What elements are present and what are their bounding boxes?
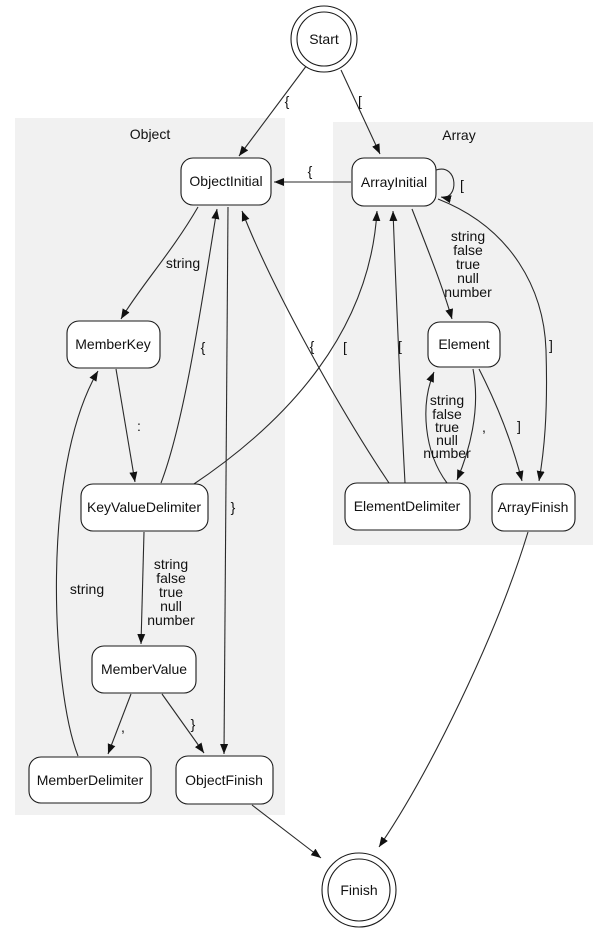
edge-arrayfinish-finish [379,532,528,847]
node-member-delimiter [29,757,151,803]
edge-label-element-arrayfinish: ] [517,418,521,434]
edge-label-element-elementdelimiter: , [482,419,486,435]
node-member-key [67,321,160,368]
edge-label-membervalue-memberdelimiter: , [121,719,125,735]
edge-label-line: false [432,406,462,422]
edge-label-line: string [429,392,465,408]
edge-label-line: false [156,570,186,586]
edge-label-arrayinitial-objectinitial: { [307,163,313,179]
node-element [428,322,500,367]
node-array-initial-label: ArrayInitial [360,174,428,190]
node-object-initial [181,158,271,205]
edge-label-line: null [160,598,182,614]
node-element-delimiter-label: ElementDelimiter [353,498,461,514]
cluster-array-label: Array [442,127,476,143]
edge-label-arrayinitial-arrayfinish: ] [549,337,553,353]
edge-label-objectinitial-objectfinish: } [230,499,236,515]
edge-label-start-arrayinitial: [ [358,93,362,109]
edge-objectfinish-finish [252,805,321,858]
node-finish [322,853,396,927]
node-member-key-label: MemberKey [75,336,151,352]
node-element-label: Element [438,336,490,352]
edge-label-line: string [153,556,189,572]
edge-label-arrayinitial-self-loop: [ [460,177,464,193]
edge-label-line: null [457,270,479,286]
node-element-delimiter [345,483,470,530]
edge-label-line: number [147,612,195,628]
edge-label-line: number [423,445,471,461]
node-start-label: Start [309,31,339,47]
node-finish-label: Finish [340,882,378,898]
node-object-finish [176,756,273,804]
edge-label-keyvaluedelimiter-arrayinitial: [ [343,339,347,355]
edge-label-memberkey-keyvaluedelimiter: : [137,418,141,434]
edge-label-line: false [453,242,483,258]
node-key-value-delimiter-label: KeyValueDelimiter [86,499,202,515]
edge-label-elementdelimiter-arrayinitial: [ [398,338,402,354]
edge-label-line: true [455,256,481,272]
node-array-initial [352,158,436,206]
edge-label-line: true [158,584,184,600]
cluster-object-label: Object [129,126,171,142]
node-start [291,6,357,72]
edge-label-line: string [450,228,486,244]
node-member-value-label: MemberValue [100,661,188,677]
edge-label-start-objectinitial: { [284,93,290,109]
edge-label-line: true [434,419,460,435]
node-member-delimiter-label: MemberDelimiter [36,772,144,788]
node-object-initial-label: ObjectInitial [189,173,263,189]
edge-label-objectinitial-memberkey: string [165,255,201,271]
edge-label-line: number [444,284,492,300]
node-key-value-delimiter [81,484,208,531]
edge-label-memberdelimiter-memberkey: string [69,581,105,597]
edge-label-elementdelimiter-objectinitial: { [309,338,315,354]
node-array-finish-label: ArrayFinish [497,499,569,515]
cluster-object [15,118,285,815]
node-array-finish [492,484,575,531]
node-object-finish-label: ObjectFinish [185,772,263,788]
edge-label-line: null [436,432,458,448]
edge-label-keyvaluedelimiter-objectinitial: { [200,339,206,355]
edge-label-membervalue-objectfinish: } [190,716,196,732]
node-member-value [92,646,196,693]
